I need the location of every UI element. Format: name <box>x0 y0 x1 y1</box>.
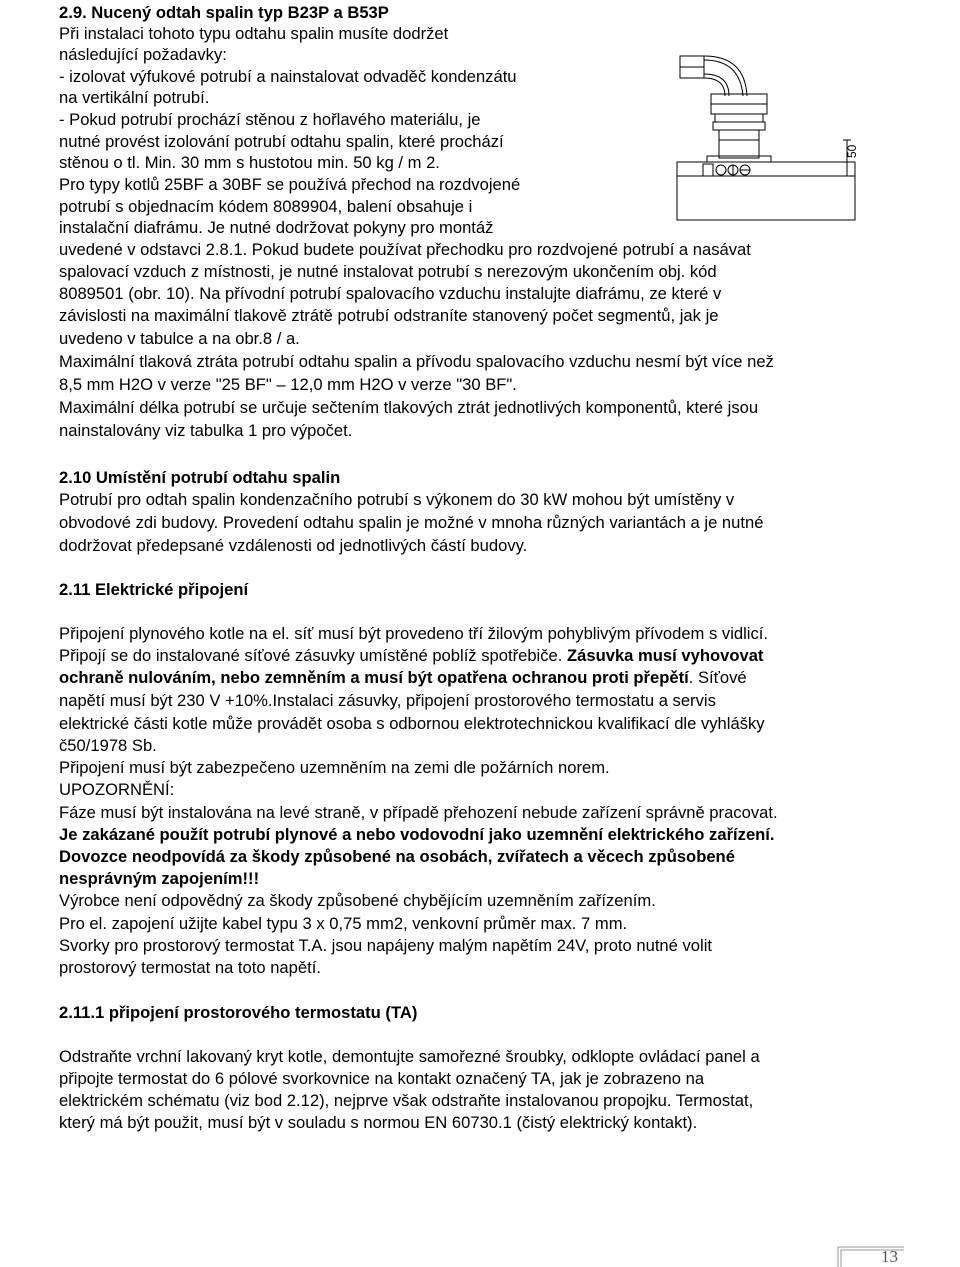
page-number: 13 <box>881 1247 898 1266</box>
section-2-11-title: 2.11 Elektrické připojení <box>59 580 249 599</box>
text-line: - Pokud potrubí prochází stěnou z hořlavého materiálu, je <box>59 110 481 129</box>
text-line: Pro el. zapojení užijte kabel typu 3 x 0,75 mm2, venkovní průměr max. 7 mm. <box>59 914 628 933</box>
text-line: UPOZORNĚNÍ: <box>59 780 175 799</box>
text-line: Výrobce není odpovědný za škody způsobené chybějícím uzemněním zařízením. <box>59 891 656 910</box>
warning-line: nesprávným zapojením!!! <box>59 869 260 888</box>
text-line: prostorový termostat na toto napětí. <box>59 958 321 977</box>
text-line: nutné provést izolování potrubí odtahu spalin, které prochází <box>59 132 504 151</box>
text-line: závislosti na maximální tlakově ztrátě potrubí odstraníte stanovený počet segmentů, jak je <box>59 306 719 325</box>
text-line: elektrickém schématu (viz bod 2.12), nejprve však odstraňte instalovanou propojku. Termostat, <box>59 1091 754 1110</box>
text-line: Fáze musí být instalována na levé straně, v případě přehození nebude zařízení správně pracovat. <box>59 803 778 822</box>
text-plain: . Síťové <box>688 668 747 687</box>
text-line: napětí musí být 230 V +10%.Instalaci zásuvky, připojení prostorového termostatu a servis <box>59 691 716 710</box>
dimension-label: 50 <box>845 144 859 158</box>
section-2-9-title: 2.9. Nucený odtah spalin typ B23P a B53P <box>59 3 389 22</box>
section-2-11-1-title: 2.11.1 připojení prostorového termostatu (TA) <box>59 1003 418 1022</box>
text-line: 8,5 mm H2O v verze "25 BF" – 12,0 mm H2O v verze "30 BF". <box>59 375 517 394</box>
text-line: nainstalovány viz tabulka 1 pro výpočet. <box>59 421 353 440</box>
text-line: Odstraňte vrchní lakovaný kryt kotle, demontujte samořezné šroubky, odklopte ovládací panel a <box>59 1047 760 1066</box>
text-bold: ochraně nulováním, nebo zemněním a musí být opatřena ochranou proti přepětí <box>59 668 689 687</box>
section-2-10-title: 2.10 Umístění potrubí odtahu spalin <box>59 468 341 487</box>
text-line: - izolovat výfukové potrubí a nainstalovat odvaděč kondenzátu <box>59 67 517 86</box>
text-line: Maximální délka potrubí se určuje sečtením tlakových ztrát jednotlivých komponentů, které jsou <box>59 398 759 417</box>
text-line: obvodové zdi budovy. Provedení odtahu spalin je možné v mnoha různých variantách a je nutné <box>59 513 764 532</box>
text-line <box>59 645 763 667</box>
text-line: č50/1978 Sb. <box>59 736 157 755</box>
text-bold: Zásuvka musí vyhovovat <box>567 646 764 665</box>
text-line: Připojení musí být zabezpečeno uzemněním na zemi dle požárních norem. <box>59 758 610 777</box>
text-line: Potrubí pro odtah spalin kondenzačního potrubí s výkonem do 30 kW mohou být umístěny v <box>59 490 735 509</box>
text-line <box>59 667 747 689</box>
text-line: Připojení plynového kotle na el. síť musí být provedeno tří žilovým pohyblivým přívodem s vidlicí. <box>59 624 769 643</box>
text-line: spalovací vzduch z místnosti, je nutné instalovat potrubí s nerezovým ukončením obj. kód <box>59 262 717 281</box>
text-plain: Připojí se do instalované síťové zásuvky umístěné poblíž spotřebiče. <box>59 646 567 665</box>
text-line: dodržovat předepsané vzdálenosti od jednotlivých částí budovy. <box>59 536 528 555</box>
text-line: potrubí s objednacím kódem 8089904, balení obsahuje i <box>59 197 473 216</box>
text-line: instalační diafrámu. Je nutné dodržovat pokyny pro montáž <box>59 218 494 237</box>
text-line: stěnou o tl. Min. 30 mm s hustotou min. 50 kg / m 2. <box>59 153 440 172</box>
text-line: následující požadavky: <box>59 45 227 64</box>
text-line: na vertikální potrubí. <box>59 88 210 107</box>
flue-elbow-figure <box>675 48 865 223</box>
text-line: uvedeno v tabulce a na obr.8 / a. <box>59 329 300 348</box>
text-line: připojte termostat do 6 pólové svorkovnice na kontakt označený TA, jak je zobrazeno na <box>59 1069 705 1088</box>
text-line: 8089501 (obr. 10). Na přívodní potrubí spalovacího vzduchu instalujte diafrámu, ze které v <box>59 284 722 303</box>
warning-line: Dovozce neodpovídá za škody způsobené na osobách, zvířatech a věcech způsobené <box>59 847 735 866</box>
warning-line: Je zakázané použít potrubí plynové a nebo vodovodní jako uzemnění elektrického zařízení. <box>59 825 775 844</box>
text-line: uvedené v odstavci 2.8.1. Pokud budete používat přechodku pro rozdvojené potrubí a nasávat <box>59 240 751 259</box>
text-line: Při instalaci tohoto typu odtahu spalin musíte dodržet <box>59 24 449 43</box>
text-line: Pro typy kotlů 25BF a 30BF se používá přechod na rozdvojené <box>59 175 521 194</box>
text-line: Svorky pro prostorový termostat T.A. jsou napájeny malým napětím 24V, proto nutné volit <box>59 936 713 955</box>
text-line: který má být použit, musí být v souladu s normou EN 60730.1 (čistý elektrický kontakt). <box>59 1113 698 1132</box>
text-line: elektrické části kotle může provádět osoba s odbornou elektrotechnickou kvalifikací dle vyhlášky <box>59 714 765 733</box>
text-line: Maximální tlaková ztráta potrubí odtahu spalin a přívodu spalovacího vzduchu nesmí být více než <box>59 352 774 371</box>
